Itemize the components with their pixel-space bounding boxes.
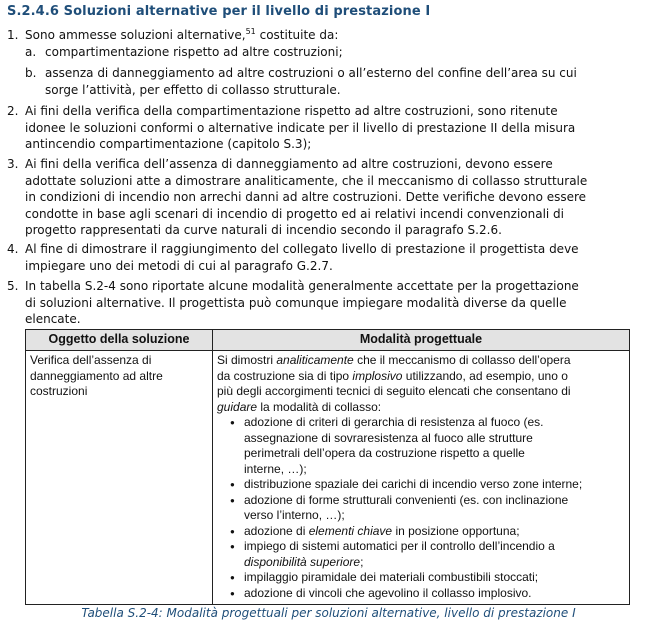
cell-line [244,524,626,540]
bullet-dot-icon: ● [230,542,235,551]
table-caption: Tabella S.2-4: Modalità progettuali per soluzioni alternative, livello di prestazione I [81,606,576,620]
cell-line [244,539,626,555]
item-number: 3. [7,157,19,171]
text-run: verso l’interno, …); [244,508,345,522]
text-run: impilaggio piramidale dei materiali combustibili stoccati; [244,570,539,584]
item-line: di soluzioni alternative. Il progettista può comunque impiegare modalità diverse da quelle [25,295,567,310]
item-line: antincendio compartimentazione (capitolo S.3); [25,137,312,151]
bullet-dot-icon: ● [230,526,235,536]
column-divider [212,330,213,604]
text-run: che il meccanismo di collasso dell’opera [353,353,571,367]
cell-line [244,493,626,509]
cell-line [244,415,626,431]
text-run: più degli accorgimenti tecnici di seguito elencati che consentano di [217,384,571,398]
item-number: 4. [7,242,19,256]
cell-line [244,508,626,524]
bullet-item [217,415,626,477]
item-line: Al fine di dimostrare il raggiungimento del collegato livello di prestazione il progettista deve [25,242,579,256]
cell-line [217,384,626,400]
item-line: Ai fini della verifica della compartimentazione rispetto ad altre costruzioni, sono ritenute [25,104,558,118]
cell-line [217,369,626,385]
emphasis-text: implosivo [352,368,403,383]
text-run: Si dimostri [217,353,277,367]
text-run: ; [360,554,364,569]
item-line: impiegare uno dei metodi di cui al paragrafo G.2.7. [25,258,333,273]
cell-line: costruzioni [30,384,88,398]
bullet-dot-icon: ● [230,573,235,582]
list-item-1 [0,27,650,44]
cell-line [244,477,626,493]
cell-line [244,431,626,447]
bullet-dot-icon: ● [230,588,235,598]
bullet-dot-icon: ● [230,418,235,427]
emphasis-text: elementi chiave [308,523,393,538]
bullet-dot-icon: ● [230,495,235,505]
item-text-tail: costituite da: [255,28,339,42]
text-run: utilizzando, ad esempio, uno o [402,368,568,383]
bullet-item [217,570,626,586]
sub-letter: a. [25,45,37,59]
text-run: impiego di sistemi automatici per il controllo dell’incendio a [244,539,555,553]
text-run: adozione di criteri di gerarchia di resistenza al fuoco (es. [244,415,544,429]
table-cell-oggetto [30,353,208,400]
text-run: da costruzione sia di tipo [217,368,353,383]
text-run: in posizione opportuna; [392,523,520,538]
item-line: progetto rappresentati da curve naturali di incendio secondo il paragrafo S.2.6. [25,223,502,237]
text-run: interne, …); [244,461,307,476]
cell-line [217,353,626,369]
text-run: adozione di vincoli che agevolino il collasso implosivo. [244,585,532,600]
item-text: Sono ammesse soluzioni alternative, [25,28,246,42]
item-line: in condizioni di incendio non arrechi danni ad altre costruzioni. Dette verifiche devono essere [25,190,587,204]
list-item-5 [0,278,650,328]
sub-text: sorge l’attività, per effetto di collasso strutturale. [45,82,341,97]
cell-line [244,570,626,586]
sub-item-b [0,65,650,98]
emphasis-text: analiticamente [276,353,354,367]
item-line: adottate soluzioni atte a dimostrare analiticamente, che il meccanismo di collasso strutturale [25,173,588,188]
text-run: la modalità di collasso: [257,399,382,414]
sub-text: assenza di danneggiamento ad altre costruzioni o all’esterno del confine dell’area su cui [45,66,577,80]
sub-item-a [0,44,650,61]
emphasis-text: disponibilità superiore [244,554,361,569]
list-item-2 [0,103,650,153]
table-cell-modalita [217,353,626,601]
text-run: assegnazione di sovraresistenza al fuoco alle strutture [244,430,533,445]
text-run: distribuzione spaziale dei carichi di incendio verso zone interne; [244,477,583,491]
cell-line: danneggiamento ad altre [30,368,163,383]
item-number: 5. [7,279,19,293]
cell-line [244,555,626,571]
item-number: 2. [7,104,19,118]
cell-line [244,446,626,462]
bullet-list [217,415,626,601]
cell-line [244,586,626,602]
emphasis-text: guidare [217,399,258,414]
cell-line: Verifica dell’assenza di [30,353,152,367]
bullet-item [217,539,626,570]
text-run: adozione di [244,523,309,538]
cell-intro [217,353,626,415]
sub-text: compartimentazione rispetto ad altre costruzioni; [45,45,343,59]
cell-line [217,400,626,416]
solutions-table [25,329,630,605]
item-number: 1. [7,28,19,42]
list-item-3 [0,156,650,239]
sub-letter: b. [25,66,37,80]
bullet-item [217,477,626,493]
section-heading: S.2.4.6 Soluzioni alternative per il livello di prestazione I [7,4,431,19]
column-header-oggetto: Oggetto della soluzione [48,332,190,346]
item-line: idonee le soluzioni conformi o alternative indicate per il livello di prestazione II della misura [25,120,576,135]
cell-line [244,462,626,478]
bullet-dot-icon: ● [230,480,235,489]
list-item-4 [0,241,650,274]
text-run: adozione di forme strutturali convenienti (es. con inclinazione [244,492,569,507]
bullet-item [217,493,626,524]
item-line: Ai fini della verifica dell’assenza di danneggiamento ad altre costruzioni, devono essere [25,157,553,171]
item-line: elencate. [25,312,81,326]
item-line: In tabella S.2-4 sono riportate alcune modalità generalmente accettate per la progettazione [25,279,579,293]
text-run: perimetrali dell’opera da costruzione rispetto a quelle [244,446,525,460]
column-header-modalita: Modalità progettuale [359,332,483,346]
footnote-ref: 51 [245,27,256,36]
bullet-item [217,586,626,602]
bullet-item [217,524,626,540]
item-line: condotte in base agli scenari di incendio di progetto ed ai relativi incendi convenzionali di [25,206,565,221]
